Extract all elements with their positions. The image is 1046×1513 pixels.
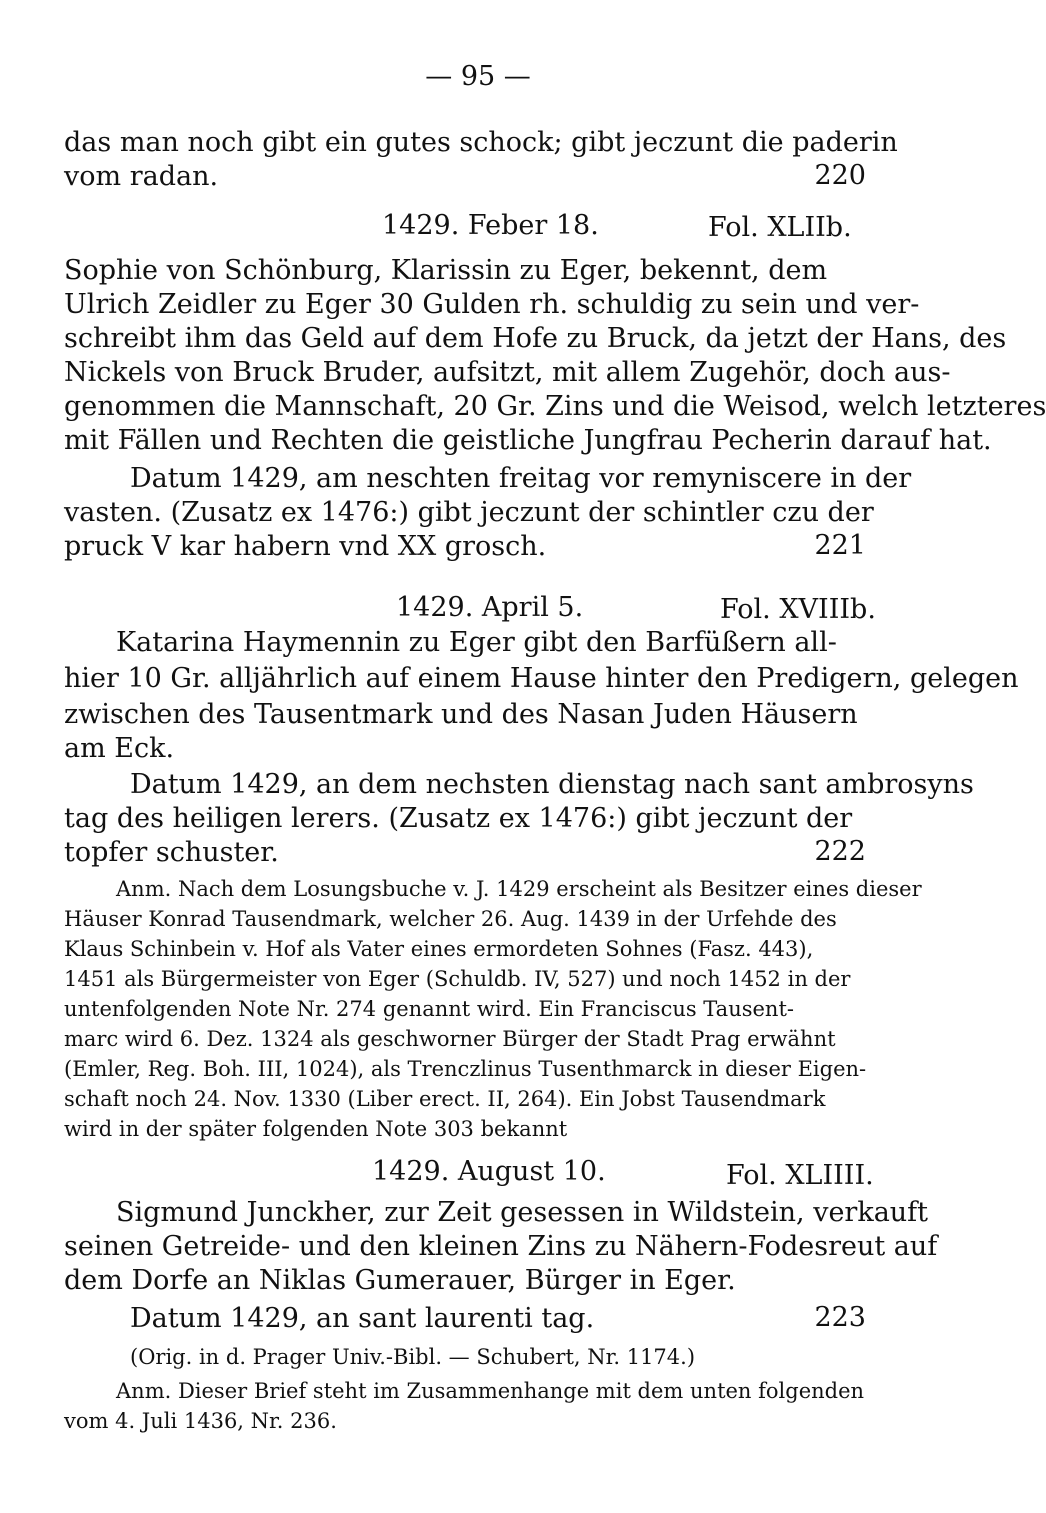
text-line: pruck V kar habern vnd XX grosch. [64, 531, 547, 562]
entry-number: 223 [814, 1302, 866, 1333]
text-line: seinen Getreide- und den kleinen Zins zu Nähern-Fodesreut auf [64, 1231, 938, 1262]
entry-date: 1429. August 10. [372, 1156, 606, 1187]
entry-number: 220 [814, 160, 866, 191]
entry-number: 221 [814, 530, 866, 561]
note-line: marc wird 6. Dez. 1324 als geschworner Bürger der Stadt Prag erwähnt [64, 1027, 836, 1051]
folio-reference: Fol. XLIIII. [726, 1160, 874, 1191]
text-line: das man noch gibt ein gutes schock; gibt jeczunt die paderin [64, 127, 898, 158]
note-line: 1451 als Bürgermeister von Eger (Schuldb. IV, 527) und noch 1452 in der [64, 967, 851, 991]
note-line: untenfolgenden Note Nr. 274 genannt wird. Ein Franciscus Tausent- [64, 997, 794, 1021]
folio-reference: Fol. XLIIb. [708, 212, 852, 243]
note-line: Anm. Nach dem Losungsbuche v. J. 1429 erscheint als Besitzer eines dieser [116, 877, 922, 901]
text-line: vasten. (Zusatz ex 1476:) gibt jeczunt der schintler czu der [64, 497, 874, 528]
text-line: Datum 1429, am neschten freitag vor remyniscere in der [130, 463, 912, 494]
text-line: Katarina Haymennin zu Eger gibt den Barfüßern all- [116, 627, 837, 658]
note-line: wird in der später folgenden Note 303 bekannt [64, 1117, 568, 1141]
text-line: Datum 1429, an sant laurenti tag. [130, 1303, 595, 1334]
source-line: (Orig. in d. Prager Univ.-Bibl. — Schubert, Nr. 1174.) [130, 1345, 696, 1369]
text-line: dem Dorfe an Niklas Gumerauer, Bürger in Eger. [64, 1265, 736, 1296]
text-line: schreibt ihm das Geld auf dem Hofe zu Bruck, da jetzt der Hans, des [64, 323, 1007, 354]
note-line: Häuser Konrad Tausendmark, welcher 26. Aug. 1439 in der Urfehde des [64, 907, 837, 931]
entry-date: 1429. April 5. [396, 592, 584, 623]
entry-number: 222 [814, 836, 866, 867]
text-line: Nickels von Bruck Bruder, aufsitzt, mit allem Zugehör, doch aus- [64, 357, 951, 388]
text-line: tag des heiligen lerers. (Zusatz ex 1476:) gibt jeczunt der [64, 803, 853, 834]
text-line: Sigmund Junckher, zur Zeit gesessen in Wildstein, verkauft [116, 1197, 929, 1228]
text-line: hier 10 Gr. alljährlich auf einem Hause hinter den Predigern, gelegen [64, 663, 1019, 694]
text-line: topfer schuster. [64, 837, 279, 868]
text-line: genommen die Mannschaft, 20 Gr. Zins und die Weisod, welch letzteres [64, 391, 1046, 422]
note-line: Klaus Schinbein v. Hof als Vater eines ermordeten Sohnes (Fasz. 443), [64, 937, 814, 961]
note-line: vom 4. Juli 1436, Nr. 236. [64, 1409, 337, 1433]
text-line: am Eck. [64, 733, 175, 764]
text-line: vom radan. [64, 161, 219, 192]
note-line: Anm. Dieser Brief steht im Zusammenhange mit dem unten folgenden [116, 1379, 865, 1403]
text-line: Datum 1429, an dem nechsten dienstag nach sant ambrosyns [130, 769, 974, 800]
text-line: mit Fällen und Rechten die geistliche Jungfrau Pecherin darauf hat. [64, 425, 992, 456]
entry-date: 1429. Feber 18. [382, 210, 599, 241]
text-line: Ulrich Zeidler zu Eger 30 Gulden rh. schuldig zu sein und ver- [64, 289, 920, 320]
note-line: (Emler, Reg. Boh. III, 1024), als Trenczlinus Tusenthmarck in dieser Eigen- [64, 1057, 867, 1081]
note-line: schaft noch 24. Nov. 1330 (Liber erect. II, 264). Ein Jobst Tausendmark [64, 1087, 826, 1111]
text-line: zwischen des Tausentmark und des Nasan Juden Häusern [64, 699, 858, 730]
folio-reference: Fol. XVIIIb. [720, 594, 876, 625]
page-number: — 95 — [425, 61, 531, 92]
text-line: Sophie von Schönburg, Klarissin zu Eger, bekennt, dem [64, 255, 828, 286]
